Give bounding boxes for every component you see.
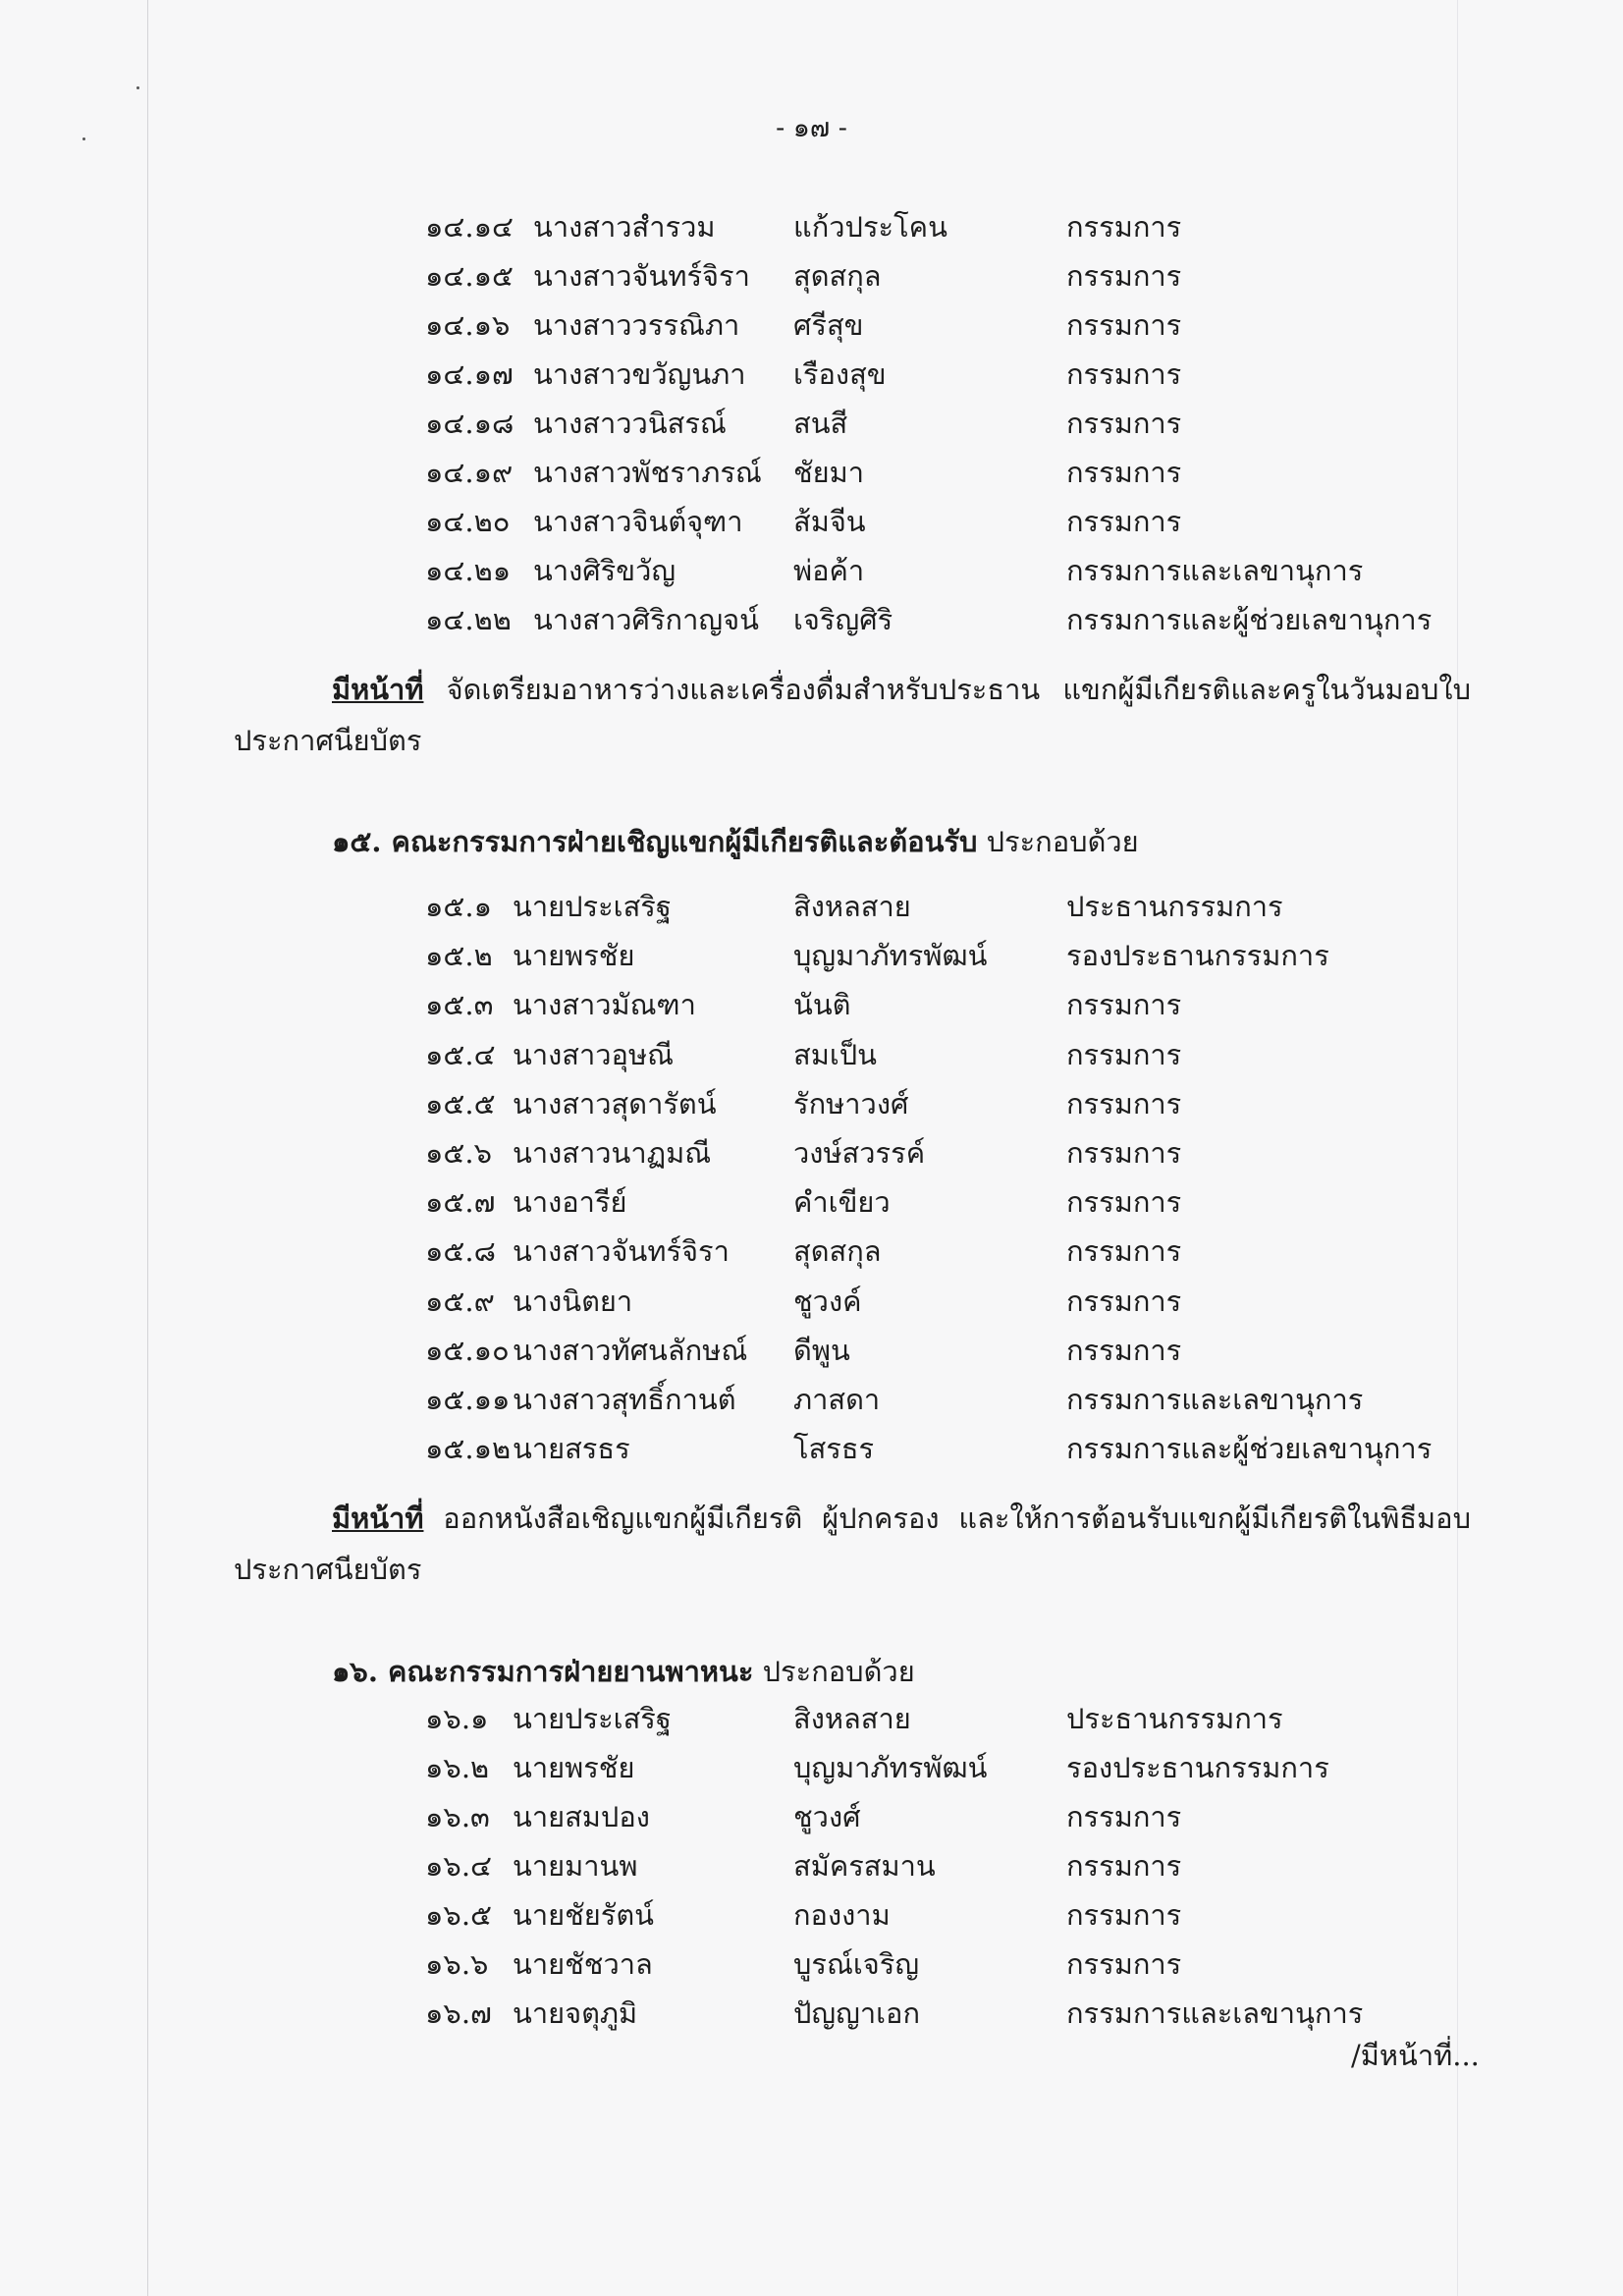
member-surname: ส้มจีน (793, 505, 866, 538)
member-role: กรรมการ (1066, 1086, 1182, 1121)
member-number: ๑๖.๗ (425, 1996, 492, 2030)
member-name: นางสาววรรณิภา (533, 308, 740, 342)
member-name: นางอารีย์ (513, 1185, 627, 1220)
member-surname: บุญมาภัทรพัฒน์ (793, 939, 988, 973)
member-role: กรรมการ (1066, 1284, 1182, 1318)
member-number: ๑๖.๓ (425, 1800, 490, 1833)
section-suffix: ประกอบด้วย (977, 825, 1139, 858)
member-name: นางสาวศิริกาญจน์ (533, 603, 759, 636)
member-number: ๑๔.๑๗ (425, 357, 514, 391)
continuation-note: /มีหน้าที่... (1351, 2039, 1480, 2072)
member-role: กรรมการ (1066, 1333, 1182, 1367)
member-name: นายมานพ (513, 1849, 638, 1883)
member-name: นางสาวจันทร์จิรา (533, 259, 750, 293)
member-number: ๑๕.๗ (425, 1185, 496, 1220)
member-role: กรรมการ (1066, 988, 1182, 1022)
member-role: รองประธานกรรมการ (1066, 1751, 1329, 1784)
member-surname: ดีพูน (793, 1333, 850, 1367)
member-name: นายสมปอง (513, 1800, 650, 1833)
member-role: กรรมการ (1066, 259, 1182, 293)
member-name: นางสาวจันทร์จิรา (513, 1234, 730, 1269)
member-surname: นันติ (793, 988, 851, 1022)
member-name: นายพรชัย (513, 939, 635, 973)
member-surname: ภาสดา (793, 1383, 881, 1416)
member-surname: วงษ์สวรรค์ (793, 1136, 926, 1170)
section-title: ๑๕. คณะกรรมการฝ่ายเชิญแขกผู้มีเกียรติและต้อนรับ (332, 825, 978, 858)
member-number: ๑๔.๒๑ (425, 554, 512, 587)
member-surname: สมเป็น (793, 1037, 877, 1071)
member-number: ๑๔.๑๖ (425, 308, 511, 342)
member-number: ๑๕.๑ (425, 890, 492, 923)
duty-text: จัดเตรียมอาหารว่างและเครื่องดื่มสำหรับประธาน แขกผู้มีเกียรติและครูในวันมอบใบประกาศนียบัตร (234, 673, 1471, 757)
page-number: - ๑๗ - (776, 113, 847, 143)
member-role: กรรมการและเลขานุการ (1066, 1996, 1364, 2030)
member-name: นายชัชวาล (513, 1947, 653, 1981)
duty-text: ออกหนังสือเชิญแขกผู้มีเกียรติ ผู้ปกครอง และให้การต้อนรับแขกผู้มีเกียรติในพิธีมอบประกาศนียบัตร (234, 1502, 1471, 1586)
member-number: ๑๕.๓ (425, 988, 494, 1022)
member-number: ๑๕.๑๐ (425, 1333, 510, 1367)
member-number: ๑๔.๑๙ (425, 456, 514, 489)
member-number: ๑๕.๑๑ (425, 1383, 511, 1416)
member-number: ๑๖.๑ (425, 1702, 489, 1735)
member-name: นายประเสริฐ (513, 1702, 672, 1735)
member-role: กรรมการและผู้ช่วยเลขานุการ (1066, 1432, 1433, 1466)
member-number: ๑๕.๖ (425, 1136, 492, 1170)
member-name: นางสาววนิสรณ์ (533, 407, 727, 440)
member-name: นางนิตยา (513, 1284, 633, 1318)
member-name: นางสาวสุดารัตน์ (513, 1086, 717, 1121)
member-role: กรรมการ (1066, 1136, 1182, 1170)
member-number: ๑๔.๒๒ (425, 603, 512, 636)
member-role: กรรมการและผู้ช่วยเลขานุการ (1066, 603, 1433, 636)
member-number: ๑๔.๒๐ (425, 505, 511, 538)
member-role: กรรมการ (1066, 505, 1182, 538)
member-surname: สุดสกุล (793, 259, 882, 293)
member-surname: กองงาม (793, 1898, 891, 1932)
member-name: นางสาวทัศนลักษณ์ (513, 1333, 748, 1367)
member-surname: ชูวงค์ (793, 1284, 862, 1318)
section-heading-15 (332, 819, 1139, 864)
member-role: รองประธานกรรมการ (1066, 939, 1329, 973)
member-surname: ชัยมา (793, 456, 865, 489)
scan-edge-line-right (1457, 0, 1458, 2296)
member-role: กรรมการ (1066, 407, 1182, 440)
member-role: กรรมการ (1066, 1898, 1182, 1932)
member-role: กรรมการ (1066, 210, 1182, 244)
member-number: ๑๕.๘ (425, 1234, 496, 1269)
member-name: นายประเสริฐ (513, 890, 672, 923)
member-name: นางสาวนาฏมณี (513, 1136, 712, 1170)
member-number: ๑๕.๒ (425, 939, 493, 973)
member-surname: แก้วประโคน (793, 210, 947, 244)
member-surname: รักษาวงศ์ (793, 1086, 909, 1121)
member-surname: ศรีสุข (793, 308, 864, 342)
member-number: ๑๖.๔ (425, 1849, 492, 1883)
member-surname: คำเขียว (793, 1185, 891, 1220)
duty-paragraph-15 (234, 1493, 1471, 1595)
member-surname: พ่อค้า (793, 554, 865, 587)
member-number: ๑๔.๑๕ (425, 259, 514, 293)
member-name: นางสาวจินต์จุฑา (533, 505, 743, 538)
member-name: นางสาวพัชราภรณ์ (533, 456, 762, 489)
member-role: กรรมการ (1066, 1947, 1182, 1981)
member-name: นางสาวขวัญนภา (533, 357, 746, 391)
member-surname: บุญมาภัทรพัฒน์ (793, 1751, 988, 1784)
member-name: นางสาวสำรวม (533, 210, 716, 244)
member-role: กรรมการและเลขานุการ (1066, 554, 1364, 587)
member-surname: ชูวงศ์ (793, 1800, 861, 1833)
member-name: นายพรชัย (513, 1751, 635, 1784)
scan-speck (136, 86, 139, 89)
member-name: นายจตุภูมิ (513, 1996, 638, 2030)
member-name: นางสาวสุทธิ์กานต์ (513, 1383, 736, 1416)
member-role: กรรมการ (1066, 1185, 1182, 1220)
member-surname: เจริญศิริ (793, 603, 893, 636)
member-role: กรรมการ (1066, 308, 1182, 342)
member-number: ๑๕.๙ (425, 1284, 495, 1318)
member-number: ๑๖.๕ (425, 1898, 492, 1932)
section-suffix: ประกอบด้วย (753, 1655, 915, 1688)
member-name: นางสาวมัณฑา (513, 988, 696, 1022)
member-number: ๑๔.๑๔ (425, 210, 514, 244)
member-role: กรรมการ (1066, 357, 1182, 391)
member-name: นางสาวอุษณี (513, 1037, 674, 1071)
member-name: นายสรธร (513, 1432, 630, 1466)
member-name: นายชัยรัตน์ (513, 1898, 655, 1932)
member-surname: บูรณ์เจริญ (793, 1947, 920, 1981)
member-surname: สุดสกุล (793, 1234, 882, 1269)
duty-label: มีหน้าที่ (332, 673, 424, 706)
member-surname: สิงหลสาย (793, 1702, 911, 1735)
member-role: กรรมการ (1066, 1849, 1182, 1883)
member-role: ประธานกรรมการ (1066, 1702, 1283, 1735)
member-surname: ปัญญาเอก (793, 1996, 920, 2030)
member-role: ประธานกรรมการ (1066, 890, 1283, 923)
member-surname: สิงหลสาย (793, 890, 911, 923)
member-number: ๑๖.๖ (425, 1947, 489, 1981)
member-role: กรรมการ (1066, 1234, 1182, 1269)
member-number: ๑๖.๒ (425, 1751, 490, 1784)
member-role: กรรมการ (1066, 1037, 1182, 1071)
member-surname: สนสี (793, 407, 848, 440)
member-surname: เรืองสุข (793, 357, 887, 391)
section-title: ๑๖. คณะกรรมการฝ่ายยานพาหนะ (332, 1655, 754, 1688)
member-surname: โสรธร (793, 1432, 875, 1466)
member-role: กรรมการ (1066, 1800, 1182, 1833)
member-role: กรรมการ (1066, 456, 1182, 489)
member-number: ๑๔.๑๘ (425, 407, 514, 440)
scan-edge-line (147, 0, 148, 2296)
member-name: นางศิริขวัญ (533, 554, 676, 587)
member-number: ๑๕.๑๒ (425, 1432, 512, 1466)
duty-paragraph-14 (234, 664, 1471, 766)
member-number: ๑๕.๔ (425, 1037, 496, 1071)
section-heading-16 (332, 1649, 915, 1694)
member-surname: สมัครสมาน (793, 1849, 936, 1883)
member-role: กรรมการและเลขานุการ (1066, 1383, 1364, 1416)
duty-label: มีหน้าที่ (332, 1502, 424, 1535)
member-number: ๑๕.๕ (425, 1086, 496, 1121)
